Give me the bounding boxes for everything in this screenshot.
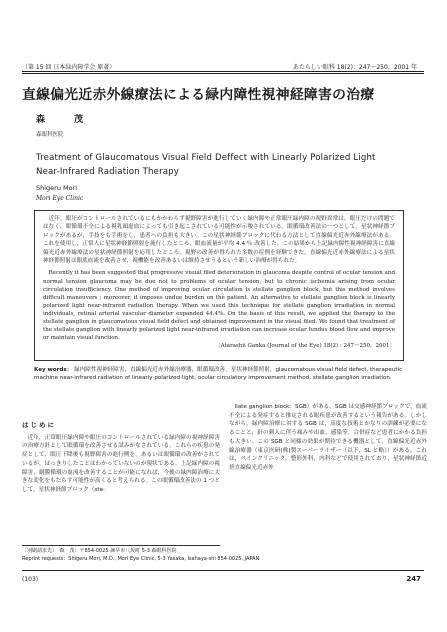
header-rule [22, 71, 424, 72]
author-name-en: Shigeru Mori [36, 184, 78, 192]
section-heading: はじめに [22, 421, 56, 429]
affiliation-jp: 森眼科医院 [36, 132, 64, 138]
article-title-jp: 直線偏光近赤外線療法による緑内障性視神経障害の治療 [22, 87, 375, 103]
keywords-text: 緑内障性視神経障害，直線偏光近赤外線治療器，眼循環改善，星状神経節照射，glaucomatous visual field defect, therapeutic machine near-infrared radiation of linearly polarized light, ocular circulatory improvement method, stellate ganglion irradiation. [34, 367, 403, 382]
footnote [22, 548, 427, 563]
footer-rule [22, 570, 424, 571]
abstract-en: Recently it has been suggested that progressive visual filed deterioration in glaucoma despite control of ocular tension and normal tension glaucoma may be due not to problems of ocular tension, but to chronic ischemia arising from ocular circulation insufficiency. One method of improving ocular circulation is stellate ganglion block, but this method involves difficult maneuvers ; moreover, it imposes undue burden on the patient. An alternative to stellate ganglion block is linearly polarized light near-infrared radiation therapy. When we used this technique for stellate ganglion irradiation in normal individuals, retinal arterial vascular diameter expanded 44.4%. On the basis of this result, we applied the therapy to the stellate ganglion in glaucomatous visual field defect and obtained improvement in the visual filed. We found that treatment of the stellate ganglion with linearly polarized light near-infrared irradiation can increase ocular fundus blood flow and improve or maintain visual function. [43, 270, 395, 342]
body-column-right [229, 403, 427, 473]
page-code: (103) [22, 576, 39, 583]
body-text-right: llate ganglion block：SGB）がある。SGB は交感神経節ブロックで，血流不全による発症すると推定される眼疾患が改善するという報告がある。しかしながら，緑内障治療に対する SGB は，高度な技術とかなりの訓練が必要になることと，針の刺入に伴う痛みや出血，感染等，合併症など患者にかかる負担も大きい。この SGB と同様の効果が期待できる機器として，直線偏光近赤外線治療器（東京医研(株)製スーパーライザー（以下，SL と略））がある。これは，ペインクリニック，整形外科，内科などで使用されており，星状神経節近傍直線偏光近赤外 [229, 404, 427, 471]
affiliation-en: Mori Eye Clinic [36, 195, 84, 202]
page-number: 247 [406, 575, 421, 583]
footnote-jp: 〔別刷請求先〕 森 茂：〒854-0025 諫早市八坂町 5-3 森眼科医院 [22, 548, 177, 554]
footnote-en: Reprint requests：Shigeru Mori, M.D., Mori Eye Clinic, 5-3 Yasaka, Isahaya-shi 854-0025, JAPAN [22, 555, 260, 562]
abstract-citation: 〔Atarashii Ganka (Journal of the Eye) 18(2) : 247～250，2001〕 [215, 343, 395, 350]
keywords-label: Key words： [34, 367, 73, 373]
body-text-left: 近年，正常眼圧緑内障や眼圧のコントロールされている緑内障の視神経障害の治療方針として眼循環を改善させる試みがなされている。これらの疾患の発症として，眼圧下降後も視野障害の進行例を，あるいは眼循環の改善がされているが，はっきりしたことはわかっていないのが現状である。上記緑内障の視障害，網膜循環の血流を改善することが可能になれば，今後の緑内障治療に大きな変化をもたらす可能性が高くると考えられる。この眼循環改善法の 1 つとして，星状神経節ブロック（ste- [22, 434, 220, 493]
abstract-jp: 近年，眼圧がコントロールされているにもかかわらず視野障害が進行していく緑内障や正常眼圧緑内障の視野異常は，眼圧だけの問題ではなく，眼循環不全による視乳頭虚血によっても引き起こされている可能性が示唆されている。眼循環改善法の一つとして，星状神経節ブロックがあるが，手技をも手術をし，患者への負担も大きい。この星状神経節ブロックに代わる方法として直線偏光近赤外線療法がある。これを使用し，正常人に星状神経節照射を施行したところ，眼血流量が平均 4.4 ％ 改善した。この結果から上記緑内障性視神経障害に直線偏光近赤外線療法の星状神経節照射を応用したところ，視野の改善が得られた多数の症例を経験できた。直線偏光近赤外線療法による星状神経節照射は眼底血流を改善させ，視機能を改善あるいは維持させうるという新しい治療が得られた。 [43, 216, 395, 265]
article-title-en: Treatment of Glaucomatous Visual Field Deffect with Linearly Polarized Light Near-Infrared Radiation Therapy [36, 153, 376, 177]
keywords [34, 366, 404, 383]
header-rule-second [22, 73, 424, 74]
journal-section-label: （第 15 回 日本緑内障学会 原著） [22, 64, 116, 71]
footnote-rule [22, 545, 220, 546]
journal-citation: あたらしい眼科 18(2)：247～250，2001 年 [292, 64, 417, 71]
body-column-left [22, 421, 220, 495]
abstract-box [34, 210, 404, 361]
author-name-jp: 森 茂 [36, 115, 94, 125]
